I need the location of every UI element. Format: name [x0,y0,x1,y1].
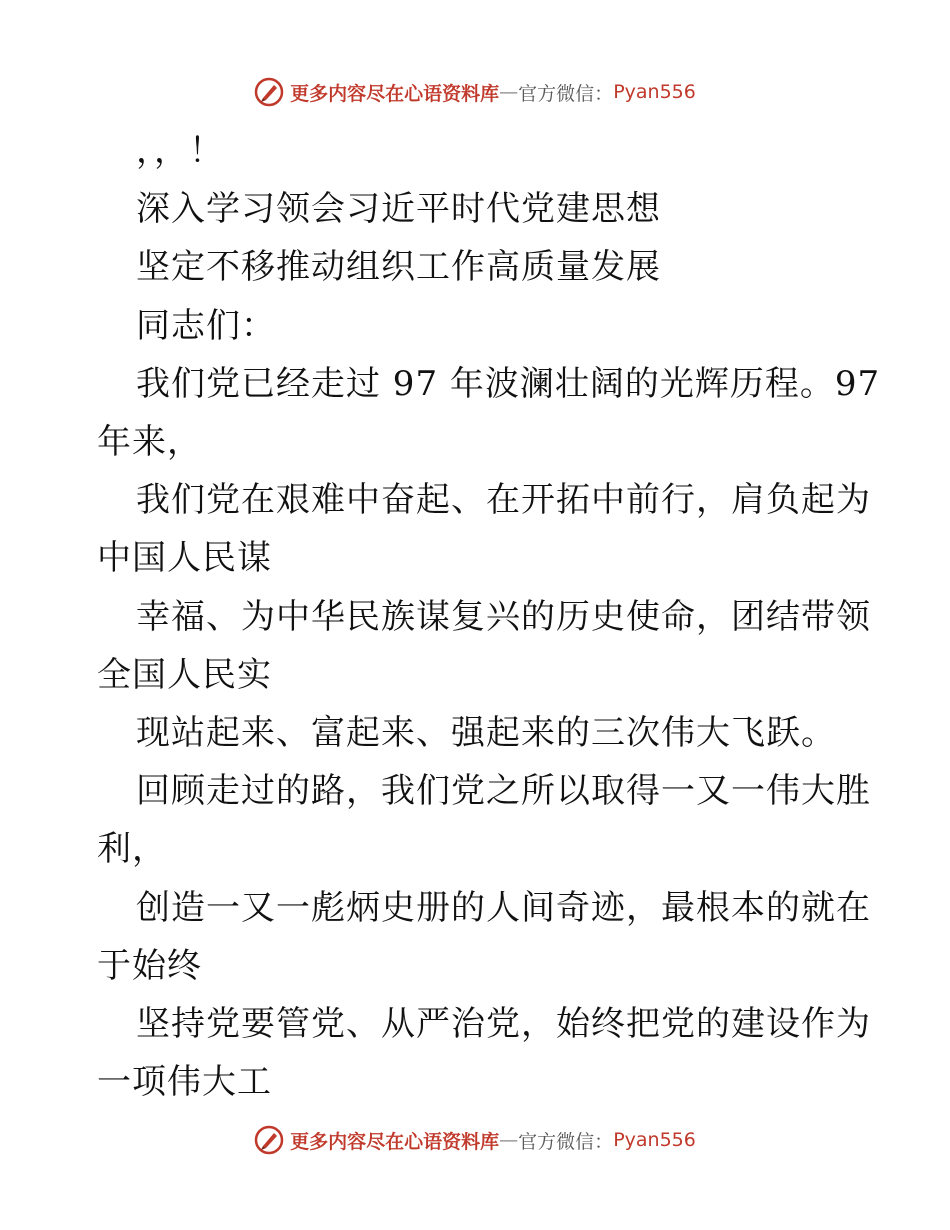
body-line: ，，！ [136,131,224,171]
body-line: 我们党在艰难中奋起、在开拓中前行，肩负起为 [136,480,871,520]
body-line: 年来， [97,422,202,462]
header-banner [0,72,950,112]
body-line: 深入学习领会习近平时代党建思想 [136,189,661,229]
banner-main-text: 更多内容尽在心语资料库 [290,82,500,105]
body-line: 利， [97,829,167,869]
body-line: 中国人民谋 [97,538,272,578]
body-line: 现站起来、富起来、强起来的三次伟大飞跃。 [136,713,836,753]
body-line: 坚持党要管党、从严治党，始终把党的建设作为 [136,1004,871,1044]
body-line: 于始终 [97,946,202,986]
banner-wechat-id: Pyan556 [613,81,696,103]
banner-main-text: 更多内容尽在心语资料库 [290,1130,500,1153]
banner-dash: — [499,1129,519,1151]
body-line: 幸福、为中华民族谋复兴的历史使命，团结带领 [136,597,871,637]
body-line: 回顾走过的路，我们党之所以取得一又一伟大胜 [136,771,871,811]
pen-nib-logo-icon [254,1125,284,1155]
banner-dash: — [499,81,519,103]
footer-banner [0,1120,950,1160]
pen-nib-logo-icon [254,77,284,107]
banner-wechat-label: 官方微信： [518,82,614,105]
body-line: 我们党已经走过 97 年波澜壮阔的光辉历程。97 [136,364,881,404]
body-line: 同志们： [136,306,276,346]
body-line: 一项伟大工 [97,1062,272,1102]
body-line: 创造一又一彪炳史册的人间奇迹，最根本的就在 [136,888,871,928]
body-line: 全国人民实 [97,655,272,695]
banner-wechat-id: Pyan556 [613,1129,696,1151]
banner-wechat-label: 官方微信： [518,1130,614,1153]
body-line: 坚定不移推动组织工作高质量发展 [136,247,661,287]
